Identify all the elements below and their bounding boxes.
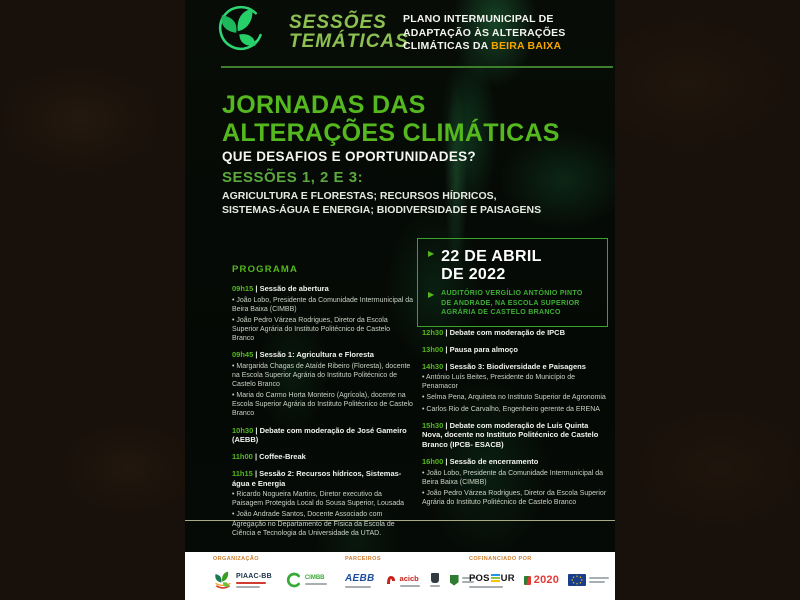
program-entry-title: 09h15 | Sessão de abertura xyxy=(232,284,329,293)
program-entry-time: 11h00 xyxy=(232,452,253,462)
poseur-text-left: POS xyxy=(469,572,490,584)
piaac-bb-logo xyxy=(213,570,272,590)
program-entry xyxy=(422,457,608,507)
program-morning-list xyxy=(232,284,414,538)
crest-icon xyxy=(431,573,439,583)
portugal-flag-icon xyxy=(524,576,531,585)
brand-line2: TEMÁTICAS xyxy=(289,31,409,53)
eu-subtext-bar xyxy=(589,581,605,583)
portugal-2020-logo xyxy=(524,574,559,586)
arrow-icon: ▶ xyxy=(428,249,435,258)
eu-flag-logo xyxy=(568,574,609,586)
crest-subtext-bar xyxy=(430,585,440,587)
topics-line2: SISTEMAS-ÁGUA E ENERGIA; BIODIVERSIDADE E PAISAGENS xyxy=(222,203,542,216)
parceiros-label: PARCEIROS xyxy=(345,556,381,562)
title-line2: ALTERAÇÕES CLIMÁTICAS xyxy=(222,118,560,147)
shield-icon xyxy=(450,575,459,586)
event-date-box xyxy=(417,238,608,327)
program-entry-time: 09h15 xyxy=(232,284,254,293)
speaker-item: • Ricardo Nogueira Martins, Diretor executivo da Paisagem Protegida Local do Sousa Superior, Lousada xyxy=(232,491,405,508)
speaker-item: • Carlos Rio de Carvalho, Engenheiro gerente da ERENA xyxy=(422,405,600,413)
program-entry-title: 11h00 | Coffee-Break xyxy=(232,452,306,462)
sessions-heading: SESSÕES 1, 2 E 3: xyxy=(222,169,364,186)
header-divider xyxy=(221,66,613,68)
program-entry-title: 16h00 | Sessão de encerramento xyxy=(422,456,539,466)
program-heading: PROGRAMA xyxy=(232,264,299,275)
program-entry-title: 12h30 | Debate com moderação de IPCB xyxy=(422,328,566,337)
poster-title xyxy=(222,92,560,147)
title-line1: JORNADAS DAS xyxy=(222,91,426,119)
leaf-circle-icon xyxy=(217,4,265,52)
acicb-icon xyxy=(385,574,397,586)
program-entry-time: 11h15 xyxy=(232,468,253,478)
footer-group-organizacao xyxy=(213,556,327,594)
event-poster xyxy=(185,0,615,600)
speaker-item: • João Lobo, Presidente da Comunidade Intermunicipal da Beira Baixa (CIMBB) xyxy=(232,296,414,313)
acicb-subtext-bar xyxy=(400,585,420,587)
program-entry-time: 13h00 xyxy=(422,344,444,354)
program-afternoon-column xyxy=(422,328,608,514)
footer-group-cofinanciado xyxy=(469,556,609,594)
beira-baixa-highlight: BEIRA BAIXA xyxy=(491,40,562,53)
poseur-stripes-icon xyxy=(491,574,500,583)
cofinanciado-label: COFINANCIADO POR xyxy=(469,556,532,562)
brand-sessoes-tematicas xyxy=(289,13,409,52)
plan-line1: PLANO INTERMUNICIPAL DE xyxy=(403,13,554,25)
organizacao-label: ORGANIZAÇÃO xyxy=(213,556,259,562)
piaac-text: PIAAC-BB xyxy=(236,572,272,580)
program-entry-time: 14h30 xyxy=(422,361,444,371)
program-afternoon-list xyxy=(422,328,608,507)
poster-subtitle: QUE DESAFIOS E OPORTUNIDADES? xyxy=(222,149,476,164)
program-entry xyxy=(232,284,414,343)
program-entry-time: 16h00 xyxy=(422,456,444,466)
piaac-subtext-bar xyxy=(236,586,260,588)
cimbb-logo xyxy=(286,572,327,588)
aebb-text: AEBB xyxy=(345,572,375,584)
program-entry-time: 15h30 xyxy=(422,420,444,430)
poseur-subtext-bar xyxy=(469,586,503,588)
program-entry-title: 14h30 | Sessão 3: Biodiversidade e Paisagens xyxy=(422,361,586,371)
speaker-item: • João Pedro Várzea Rodrigues, Diretor da Escola Superior Agrária do Instituto Politécnico de Castelo Branco xyxy=(422,489,607,506)
cimbb-c-icon xyxy=(286,572,302,588)
topics-line1: AGRICULTURA E FLORESTAS; RECURSOS HÍDRICOS, xyxy=(222,190,497,202)
sessions-topics xyxy=(222,190,541,217)
cimbb-text: CIMBB xyxy=(304,575,325,581)
event-date: 22 DE ABRIL DE 2022 xyxy=(441,248,542,283)
speaker-item: • Selma Pena, Arquiteta no Instituto Superior de Agronomia xyxy=(422,394,606,402)
piaac-leaf-icon xyxy=(213,570,233,590)
plan-line2: ADAPTAÇÃO ÀS ALTERAÇÕES xyxy=(403,26,566,39)
speaker-item: • João Pedro Várzea Rodrigues, Diretor da Escola Superior Agrária do Instituto Politécnico de Castelo Branco xyxy=(232,316,390,343)
program-entry xyxy=(422,328,608,338)
program-entry-title: 11h15 | Sessão 2: Recursos hídricos, Sistemas-água e Energia xyxy=(232,468,402,488)
date-row xyxy=(428,248,597,283)
speaker-item: • Margarida Chagas de Ataíde Ribeiro (Floresta), docente na Escola Superior Agrária do Instituto Politécnico de Castelo Branco xyxy=(232,362,411,389)
program-entry-time: 09h45 xyxy=(232,350,254,360)
program-entry xyxy=(232,469,414,538)
venue-row xyxy=(428,289,597,317)
speaker-item: • Maria do Carmo Horta Monteiro (Agrícola), docente na Escola Superior Agrária do Instituto Politécnico de Castelo Branco xyxy=(232,392,413,418)
municipal-crest-logo xyxy=(430,573,440,587)
program-entry xyxy=(422,362,608,414)
poseur-logo xyxy=(469,573,515,588)
plan-title xyxy=(403,13,566,54)
eu-subtext-bar xyxy=(589,577,609,579)
footer-divider xyxy=(185,520,615,521)
aebb-subtext-bar xyxy=(345,586,371,588)
program-entry-title: 10h30 | Debate com moderação de José Gameiro (AEBB) xyxy=(232,425,407,445)
program-entry-title: 09h45 | Sessão 1: Agricultura e Floresta xyxy=(232,350,374,360)
speaker-item: • João Andrade Santos, Docente Associado com Agregação no Departamento de Física da Escola de Ciência e Tecnologia da Universidade da UTAD. xyxy=(232,511,395,537)
aebb-logo xyxy=(345,573,375,588)
program-morning-column xyxy=(232,264,414,545)
poseur-text-right: UR xyxy=(500,572,515,584)
speaker-item: • João Lobo, Presidente da Comunidade Intermunicipal da Beira Baixa (CIMBB) xyxy=(422,469,604,486)
piaac-subtext-bar xyxy=(236,582,266,584)
program-entry xyxy=(422,421,608,450)
pt2020-text: 2020 xyxy=(533,574,560,586)
arrow-icon: ▶ xyxy=(428,290,435,300)
program-entry-time: 12h30 xyxy=(422,328,444,337)
speaker-item: • António Luís Beites, Presidente do Município de Penamacor xyxy=(422,374,576,391)
acicb-logo xyxy=(385,574,420,587)
program-entry-time: 10h30 xyxy=(232,425,254,435)
footer-group-parceiros xyxy=(345,556,478,594)
program-entry xyxy=(232,350,414,418)
brand-line1: SESSÕES xyxy=(289,12,387,33)
program-entry-title: 15h30 | Debate com moderação de Luís Quinta Nova, docente no Instituto Politécnico de Castelo Branco (IPCB- ESACB) xyxy=(422,420,599,450)
event-venue: AUDITÓRIO VERGÍLIO ANTÓNIO PINTO DE ANDRADE, NA ESCOLA SUPERIOR AGRÁRIA DE CASTELO BRANCO xyxy=(441,290,583,317)
eu-flag-icon xyxy=(568,574,586,586)
program-entry-title: 13h00 | Pausa para almoço xyxy=(422,344,518,354)
program-entry xyxy=(232,426,414,446)
footer-logo-band xyxy=(185,552,615,600)
plan-line3: CLIMÁTICAS DA BEIRA BAIXA xyxy=(403,40,562,53)
acicb-text: acicb xyxy=(399,573,419,583)
program-entry xyxy=(422,345,608,355)
program-entry xyxy=(232,452,414,462)
cimbb-subtext-bar xyxy=(305,583,327,585)
